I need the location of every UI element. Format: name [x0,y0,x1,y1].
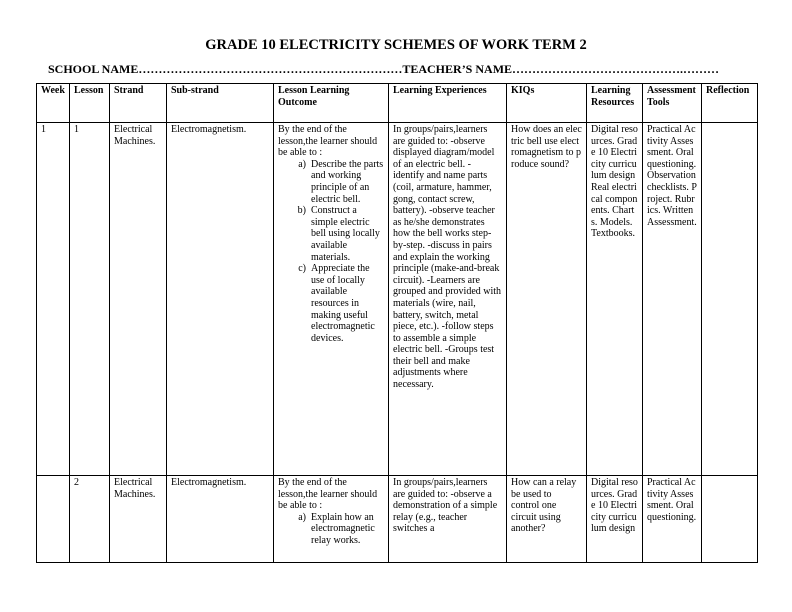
header-kiqs: KIQs [507,84,587,123]
cell-outcome [274,123,389,476]
cell-resources: Digital resources. Grade 10 Electricity curriculum design [587,476,643,563]
table-row [37,123,758,476]
table-row [37,476,758,563]
outcome-marker: b) [297,205,306,217]
outcome-item [278,263,384,344]
outcome-item [278,205,384,263]
outcome-text: Explain how an electromagnetic relay works. [311,511,375,546]
cell-lesson: 2 [70,476,110,563]
outcome-marker: a) [298,511,306,523]
header-reflection: Reflection [702,84,758,123]
cell-experiences: In groups/pairs,learners are guided to: -observe a demonstration of a simple relay (e.g., teacher switches a [389,476,507,563]
header-experiences: Learning Experiences [389,84,507,123]
cell-substrand: Electromagnetism. [167,123,274,476]
cell-strand: Electrical Machines. [110,123,167,476]
outcome-item [278,512,384,547]
cell-week: 1 [37,123,70,476]
outcome-list [278,512,384,547]
cell-assessment: Practical Activity Assessment. Oral questioning. [643,476,702,563]
cell-week [37,476,70,563]
header-lesson: Lesson [70,84,110,123]
header-row [37,84,758,123]
outcome-text: Construct a simple electric bell using locally available materials. [311,205,380,263]
page-title: GRADE 10 ELECTRICITY SCHEMES OF WORK TERM 2 [205,37,587,53]
outcome-list [278,159,384,345]
cell-experiences: In groups/pairs,learners are guided to: -observe displayed diagram/model of an electric bell. -identify and name parts (coil, armature, hammer, gong, contact screw, battery). -observe teacher as he/she demonstrates how the bell works step-by-step. -discuss in pairs and explain the working principle (make-and-break circuit). -Learners are grouped and provided with materials (wire, nail, battery, switch, metal piece, etc.). -follow steps to assemble a simple electric bell. -Groups test their bell and make adjustments where necessary. [389,123,507,476]
outcome-marker: a) [298,158,306,170]
outcome-intro: By the end of the lesson,the learner should be able to : [278,477,378,512]
header-outcome: Lesson Learning Outcome [274,84,389,123]
cell-assessment: Practical Activity Assessment. Oral questioning. Observation checklists. Project. Rubrics. Written Assessment. [643,123,702,476]
cell-outcome [274,476,389,563]
header-assessment: Assessment Tools [643,84,702,123]
outcome-marker: c) [298,263,306,275]
cell-kiqs: How does an electric bell use electromagnetism to produce sound? [507,123,587,476]
header-resources: Learning Resources [587,84,643,123]
school-teacher-line: SCHOOL NAME…………………………………………………………TEACHER’S NAME…………………………………….……… [48,62,720,76]
cell-reflection [702,476,758,563]
cell-substrand: Electromagnetism. [167,476,274,563]
outcome-text: Appreciate the use of locally available resources in making useful electromagnetic devices. [311,263,375,344]
header-strand: Strand [110,84,167,123]
outcome-item [278,159,384,205]
outcome-intro: By the end of the lesson,the learner should be able to : [278,124,378,159]
cell-kiqs: How can a relay be used to control one circuit using another? [507,476,587,563]
cell-resources: Digital resources. Grade 10 Electricity curriculum design Real electrical components. Charts. Models. Textbooks. [587,123,643,476]
cell-strand: Electrical Machines. [110,476,167,563]
outcome-text: Describe the parts and working principle of an electric bell. [311,158,384,205]
header-substrand: Sub-strand [167,84,274,123]
cell-lesson: 1 [70,123,110,476]
schemes-of-work-table [36,83,758,563]
cell-reflection [702,123,758,476]
header-week: Week [37,84,70,123]
